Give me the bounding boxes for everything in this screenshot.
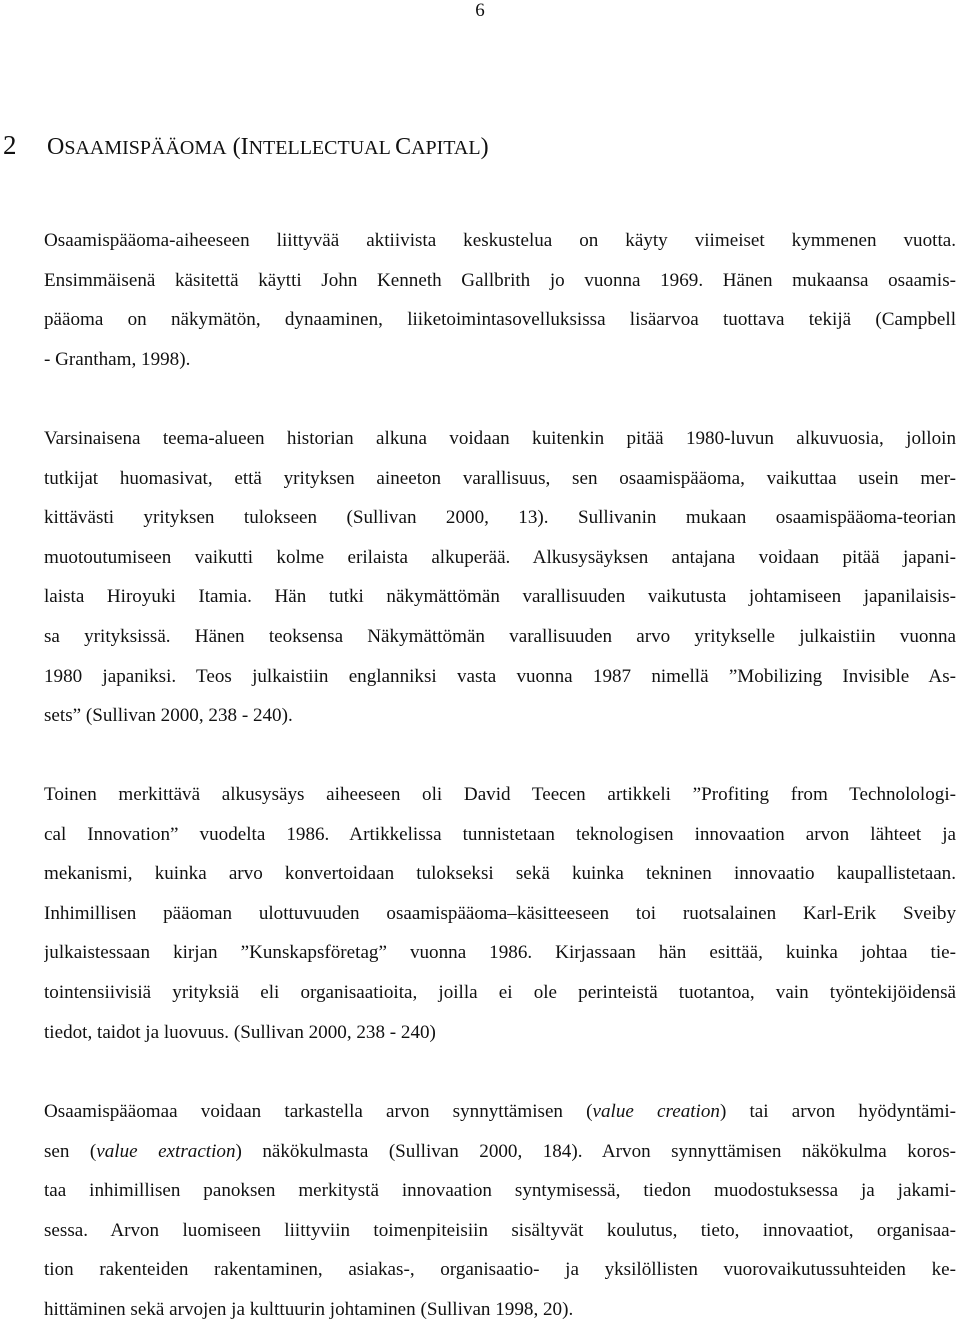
heading-title-fi: SAAMISPÄÄOMA [64,137,227,159]
text-line: sets” (Sullivan 2000, 238 - 240). [44,705,293,727]
text-line: Toinen merkittävä alkusysäys aiheeseen oli David Teecen artikkeli ”Profiting from Technolologi- [44,784,956,805]
heading-paren-close: ) [480,134,489,160]
text-line: pääoma on näkymätön, dynaaminen, liiketoimintasovelluksissa lisäarvoa tuottava tekijä (Campbell [44,309,956,331]
text-line: laista Hiroyuki Itamia. Hän tutki näkymättömän varallisuuden vaikutusta johtamiseen japanilaisis- [44,586,956,608]
paragraph-1 [44,221,956,379]
chapter-number: 2 [3,130,17,160]
text-line: tointensiivisiä yrityksiä eli organisaatioita, joilla ei ole perinteistä tuotantoa, vain työntekijöidensä [44,981,956,1003]
paragraph-4 [44,1092,956,1330]
text-line: tiedot, taidot ja luovuus. (Sullivan 2000, 238 - 240) [44,1021,436,1043]
text-line: 1980 japaniksi. Teos julkaistiin englanniksi vasta vuonna 1987 nimellä ”Mobilizing Invisible As- [44,665,956,687]
text-line: cal Innovation” vuodelta 1986. Artikkelissa tunnistetaan teknologisen innovaation arvon lähteet ja [44,823,956,845]
text-line: kittävästi yrityksen tulokseen (Sullivan 2000, 13). Sullivanin mukaan osaamispääoma-teorian [44,507,956,529]
text-line: Inhimillisen pääoman ulottuvuuden osaamispääoma–käsitteeseen toi ruotsalainen Karl-Erik Sveiby [44,902,956,924]
text-segment: Osaamispääomaa voidaan tarkastella arvon synnyttämisen ( [44,1101,593,1122]
text-line: sa yrityksissä. Hänen teoksensa Näkymättömän varallisuuden arvo yritykselle julkaistiin vuonna [44,625,956,647]
italic-term: value extraction [96,1140,236,1162]
heading-title-en-1: NTELLECTUAL [248,137,396,159]
heading-initial-o: O [47,134,65,160]
text-line: julkaistessaan kirjan ”Kunskapsföretag” vuonna 1986. Kirjassaan hän esittää, kuinka johtaa tie- [44,942,956,964]
paragraph-2 [44,419,956,736]
text-line: sessa. Arvon luomiseen liittyviin toimenpiteisiin sisältyvät koulutus, tieto, innovaatiot, organisaa- [44,1219,956,1241]
text-line: Osaamispääoma-aiheeseen liittyvää aktiivista keskustelua on käyty viimeiset kymmenen vuotta. [44,230,956,251]
heading-initial-c: C [395,134,412,160]
italic-term: value creation [592,1101,720,1122]
paragraph-3 [44,775,956,1052]
text-segment: sen ( [44,1140,97,1162]
chapter-heading [3,129,933,164]
text-line: Varsinaisena teema-alueen historian alkuna voidaan kuitenkin pitää 1980-luvun alkuvuosia, jolloin [44,428,956,449]
text-line [44,1132,956,1172]
text-segment: ) näkökulmasta (Sullivan 2000, 184). Arvon synnyttämisen näkökulma koros- [235,1140,956,1162]
heading-paren-open: ( [226,134,241,160]
text-line: - Grantham, 1998). [44,348,191,370]
text-line: tutkijat huomasivat, että yrityksen aineeton varallisuus, sen osaamispääoma, vaikuttaa usein mer- [44,467,956,489]
page-number: 6 [475,0,485,21]
heading-initial-i: I [240,134,249,160]
text-line: mekanismi, kuinka arvo konvertoidaan tulokseksi sekä kuinka tekninen innovaatio kaupallistetaan. [44,863,956,885]
text-line: Ensimmäisenä käsitettä käytti John Kenneth Gallbrith jo vuonna 1969. Hänen mukaansa osaamis- [44,269,956,291]
text-segment: ) tai arvon hyödyntämi- [719,1101,956,1122]
text-line [44,1092,956,1132]
text-line: muotoutumiseen vaikutti kolme erilaista alkuperää. Alkusysäyksen antajana voidaan pitää japani- [44,546,956,568]
heading-title-en-2: APITAL [411,137,481,159]
text-line: tion rakenteiden rakentaminen, asiakas-, organisaatio- ja yksilöllisten vuorovaikutussuhteiden ke- [44,1259,956,1281]
text-line: taa inhimillisen panoksen merkitystä innovaation syntymisessä, tiedon muodostuksessa ja jakami- [44,1180,956,1202]
text-line: hittäminen sekä arvojen ja kulttuurin johtaminen (Sullivan 1998, 20). [44,1298,574,1320]
